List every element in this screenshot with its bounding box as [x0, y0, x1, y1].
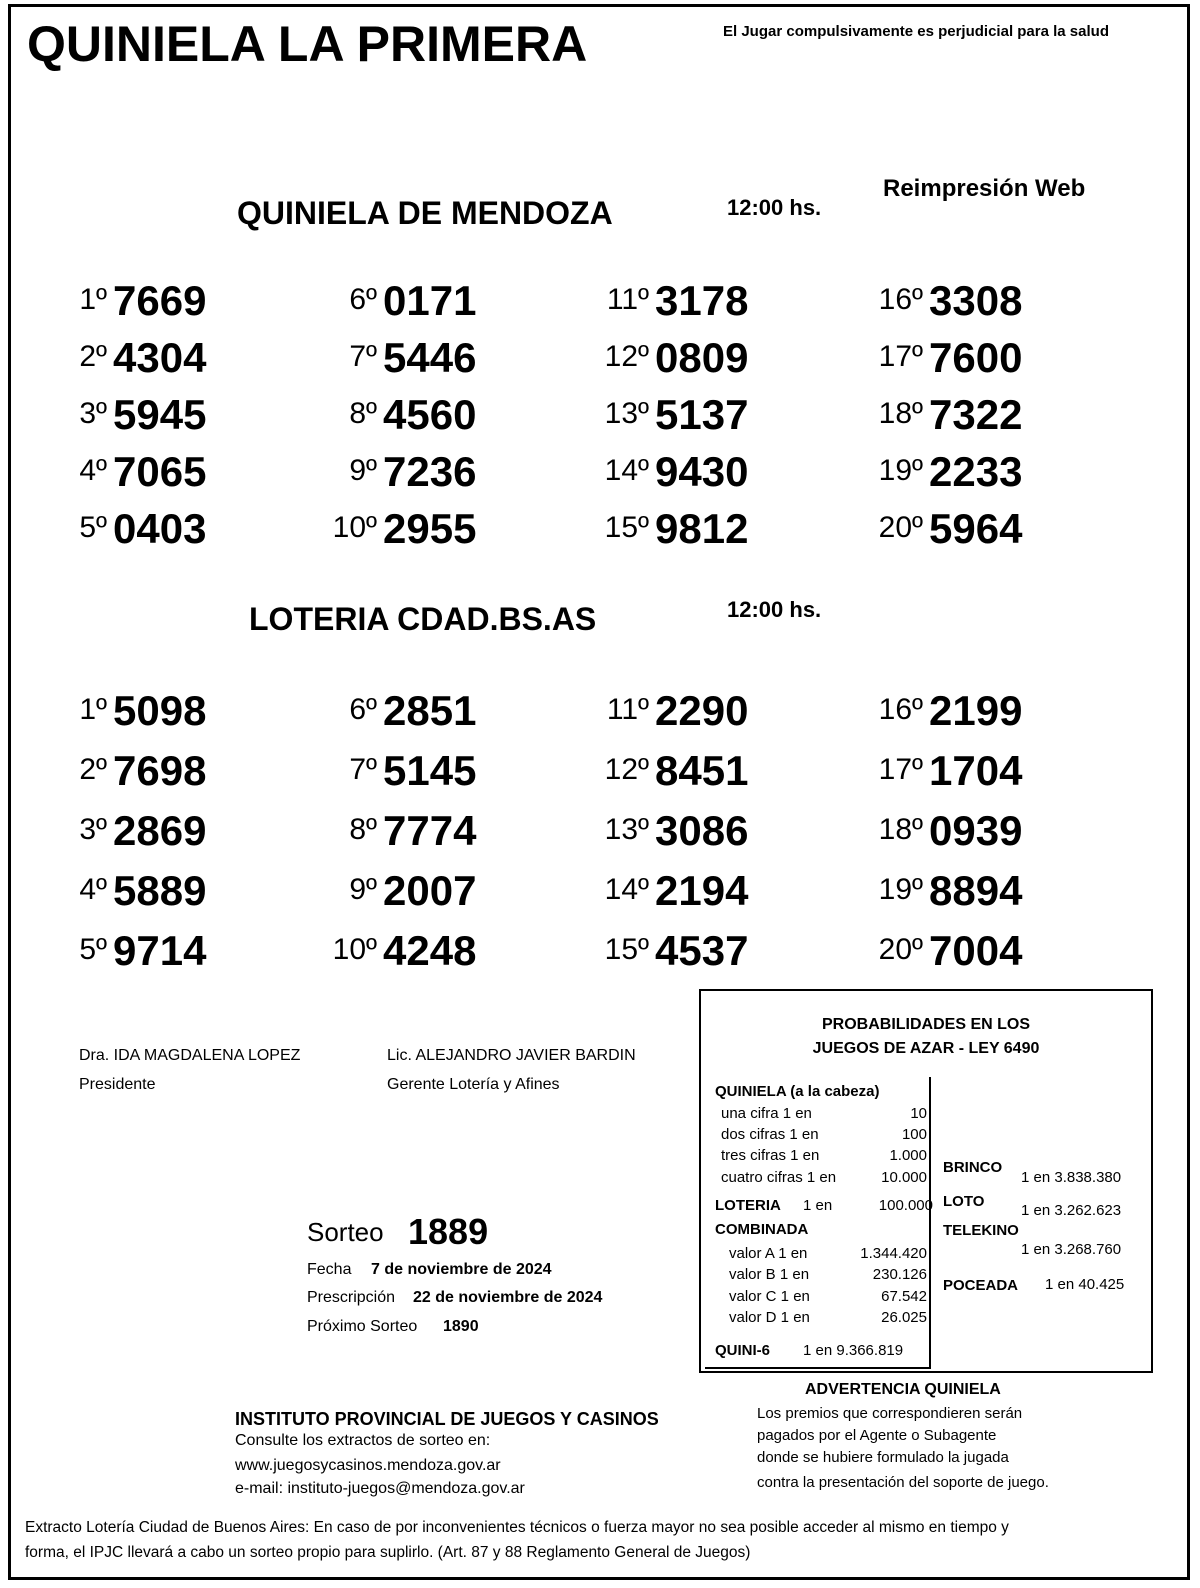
- sorteo-label: Sorteo: [307, 1217, 384, 1247]
- result-position: 4º: [79, 873, 107, 906]
- prob-row-label: cuatro cifras 1 en: [721, 1169, 837, 1186]
- advertencia-title: ADVERTENCIA QUINIELA: [805, 1381, 1001, 1398]
- result-position: 3º: [79, 813, 107, 846]
- loteria-prob-value: 100.000: [878, 1197, 933, 1214]
- reprint-label: Reimpresión Web: [883, 175, 1086, 202]
- result-number: 2851: [383, 687, 477, 734]
- loteria-prob-label: LOTERIA: [715, 1197, 781, 1214]
- quini6-value: 1 en 9.366.819: [803, 1342, 904, 1359]
- health-warning: El Jugar compulsivamente es perjudicial para la salud: [723, 23, 1109, 40]
- result-position: 14º: [604, 873, 649, 906]
- result-position: 7º: [349, 340, 377, 373]
- result-position: 8º: [349, 813, 377, 846]
- main-title: QUINIELA LA PRIMERA: [27, 16, 588, 72]
- instituto-consult-line: Consulte los extractos de sorteo en:: [235, 1432, 491, 1449]
- advertencia-line: contra la presentación del soporte de juego.: [757, 1474, 1049, 1491]
- result-position: 9º: [349, 873, 377, 906]
- result-number: 4537: [655, 927, 749, 974]
- advertencia-line: pagados por el Agente o Subagente: [757, 1427, 997, 1444]
- result-number: 4304: [113, 334, 207, 381]
- result-number: 8451: [655, 747, 749, 794]
- result-position: 16º: [878, 283, 923, 316]
- result-number: 5446: [383, 334, 477, 381]
- result-number: 9714: [113, 927, 207, 974]
- instituto-email-link[interactable]: e-mail: instituto-juegos@mendoza.gov.ar: [235, 1480, 525, 1497]
- result-number: 5964: [929, 505, 1023, 552]
- fecha-value: 7 de noviembre de 2024: [371, 1261, 552, 1278]
- combinada-title: COMBINADA: [715, 1221, 809, 1238]
- president-role: Presidente: [79, 1076, 156, 1093]
- result-number: 3308: [929, 277, 1023, 324]
- result-position: 13º: [604, 397, 649, 430]
- result-position: 7º: [349, 753, 377, 786]
- result-position: 12º: [604, 340, 649, 373]
- combinada-row-label: valor D 1 en: [729, 1309, 810, 1326]
- result-position: 13º: [604, 813, 649, 846]
- result-number: 2955: [383, 505, 477, 552]
- probabilities-title-line2: JUEGOS DE AZAR - LEY 6490: [812, 1040, 1040, 1057]
- result-position: 11º: [606, 283, 649, 316]
- fecha-label: Fecha: [307, 1261, 352, 1278]
- result-position: 15º: [604, 933, 649, 966]
- result-position: 9º: [349, 454, 377, 487]
- result-number: 7669: [113, 277, 207, 324]
- result-number: 3178: [655, 277, 749, 324]
- result-position: 12º: [604, 753, 649, 786]
- result-position: 11º: [606, 693, 649, 726]
- proximo-value: 1890: [443, 1318, 479, 1335]
- prescripcion-label: Prescripción: [307, 1289, 396, 1306]
- result-number: 4560: [383, 391, 477, 438]
- result-position: 3º: [79, 397, 107, 430]
- combinada-row-value: 230.126: [872, 1266, 927, 1283]
- result-position: 2º: [79, 753, 107, 786]
- footer-line2: forma, el IPJC llevará a cabo un sorteo propio para suplirlo. (Art. 87 y 88 Reglamento General de Juegos): [25, 1544, 751, 1561]
- quiniela-prob-title: QUINIELA (a la cabeza): [715, 1083, 880, 1100]
- probabilities-left-panel: [705, 1077, 931, 1369]
- instituto-website-link[interactable]: www.juegosycasinos.mendoza.gov.ar: [235, 1457, 501, 1474]
- result-position: 18º: [878, 813, 923, 846]
- loto-value: 1 en 3.262.623: [1021, 1202, 1122, 1219]
- combinada-row-value: 67.542: [881, 1288, 927, 1305]
- result-number: 8894: [929, 867, 1023, 914]
- result-number: 7065: [113, 448, 207, 495]
- proximo-label: Próximo Sorteo: [307, 1318, 418, 1335]
- result-number: 0939: [929, 807, 1023, 854]
- combinada-row-label: valor C 1 en: [729, 1288, 810, 1305]
- loteria-title: LOTERIA CDAD.BS.AS: [249, 601, 597, 637]
- quini6-label: QUINI-6: [715, 1342, 771, 1359]
- result-position: 18º: [878, 397, 923, 430]
- result-number: 0403: [113, 505, 207, 552]
- prob-row-value: 100: [901, 1126, 927, 1143]
- poceada-value: 1 en 40.425: [1045, 1276, 1125, 1293]
- result-position: 10º: [332, 511, 377, 544]
- loto-label: LOTO: [943, 1193, 985, 1210]
- result-position: 20º: [878, 933, 923, 966]
- result-number: 2007: [383, 867, 477, 914]
- advertencia-line: donde se hubiere formulado la jugada: [757, 1449, 1009, 1466]
- loteria-time: 12:00 hs.: [727, 597, 822, 622]
- prob-row-value: 1.000: [889, 1147, 927, 1164]
- result-number: 5137: [655, 391, 749, 438]
- prob-row-label: tres cifras 1 en: [721, 1147, 820, 1164]
- mendoza-time: 12:00 hs.: [727, 195, 822, 220]
- telekino-label: TELEKINO: [943, 1222, 1019, 1239]
- result-number: 2233: [929, 448, 1023, 495]
- result-number: 5098: [113, 687, 207, 734]
- result-number: 2199: [929, 687, 1023, 734]
- result-number: 2194: [655, 867, 749, 914]
- president-name: Dra. IDA MAGDALENA LOPEZ: [79, 1047, 301, 1064]
- prob-row-label: dos cifras 1 en: [721, 1126, 819, 1143]
- brinco-value: 1 en 3.838.380: [1021, 1169, 1122, 1186]
- prescripcion-value: 22 de noviembre de 2024: [413, 1289, 603, 1306]
- result-number: 3086: [655, 807, 749, 854]
- result-number: 7600: [929, 334, 1023, 381]
- result-position: 1º: [79, 693, 107, 726]
- result-position: 19º: [878, 454, 923, 487]
- result-number: 5889: [113, 867, 207, 914]
- result-position: 10º: [332, 933, 377, 966]
- result-position: 15º: [604, 511, 649, 544]
- result-position: 16º: [878, 693, 923, 726]
- result-number: 0809: [655, 334, 749, 381]
- result-position: 6º: [349, 693, 377, 726]
- probabilities-box: [699, 989, 1153, 1373]
- result-number: 9812: [655, 505, 749, 552]
- result-number: 5945: [113, 391, 207, 438]
- result-position: 5º: [79, 511, 107, 544]
- combinada-row-label: valor B 1 en: [729, 1266, 810, 1283]
- probabilities-title-line1: PROBABILIDADES EN LOS: [821, 1016, 1030, 1033]
- sorteo-number: 1889: [408, 1211, 489, 1252]
- result-position: 1º: [79, 283, 107, 316]
- result-position: 19º: [878, 873, 923, 906]
- poceada-label: POCEADA: [943, 1277, 1019, 1294]
- result-position: 17º: [878, 340, 923, 373]
- advertencia-line: Los premios que correspondieren serán: [757, 1405, 1023, 1422]
- result-number: 7004: [929, 927, 1023, 974]
- instituto-title: INSTITUTO PROVINCIAL DE JUEGOS Y CASINOS: [235, 1409, 659, 1429]
- manager-name: Lic. ALEJANDRO JAVIER BARDIN: [387, 1047, 636, 1064]
- result-position: 14º: [604, 454, 649, 487]
- lottery-extract-sheet: [8, 4, 1190, 1580]
- probabilities-heading: [701, 1013, 1151, 1061]
- combinada-row-value: 26.025: [881, 1309, 927, 1326]
- result-position: 17º: [878, 753, 923, 786]
- result-number: 4248: [383, 927, 477, 974]
- mendoza-title: QUINIELA DE MENDOZA: [237, 195, 613, 231]
- result-position: 20º: [878, 511, 923, 544]
- combinada-row-value: 1.344.420: [860, 1245, 927, 1262]
- prob-row-value: 10.000: [881, 1169, 927, 1186]
- loteria-prob-en: 1 en: [803, 1197, 833, 1214]
- result-number: 5145: [383, 747, 477, 794]
- result-number: 7774: [383, 807, 477, 854]
- result-position: 5º: [79, 933, 107, 966]
- result-number: 2869: [113, 807, 207, 854]
- manager-role: Gerente Lotería y Afines: [387, 1076, 560, 1093]
- result-position: 2º: [79, 340, 107, 373]
- result-number: 7698: [113, 747, 207, 794]
- result-position: 6º: [349, 283, 377, 316]
- result-number: 1704: [929, 747, 1023, 794]
- combinada-row-label: valor A 1 en: [729, 1245, 808, 1262]
- prob-row-value: 10: [910, 1105, 927, 1122]
- footer-line1: Extracto Lotería Ciudad de Buenos Aires: En caso de por inconvenientes técnicos o fuerza mayor no sea posible acceder al mismo en tiempo y: [25, 1519, 1009, 1536]
- result-number: 0171: [383, 277, 477, 324]
- telekino-value: 1 en 3.268.760: [1021, 1241, 1122, 1258]
- brinco-label: BRINCO: [943, 1159, 1003, 1176]
- result-position: 4º: [79, 454, 107, 487]
- result-number: 7236: [383, 448, 477, 495]
- result-number: 9430: [655, 448, 749, 495]
- result-number: 7322: [929, 391, 1023, 438]
- result-number: 2290: [655, 687, 749, 734]
- result-position: 8º: [349, 397, 377, 430]
- prob-row-label: una cifra 1 en: [721, 1105, 812, 1122]
